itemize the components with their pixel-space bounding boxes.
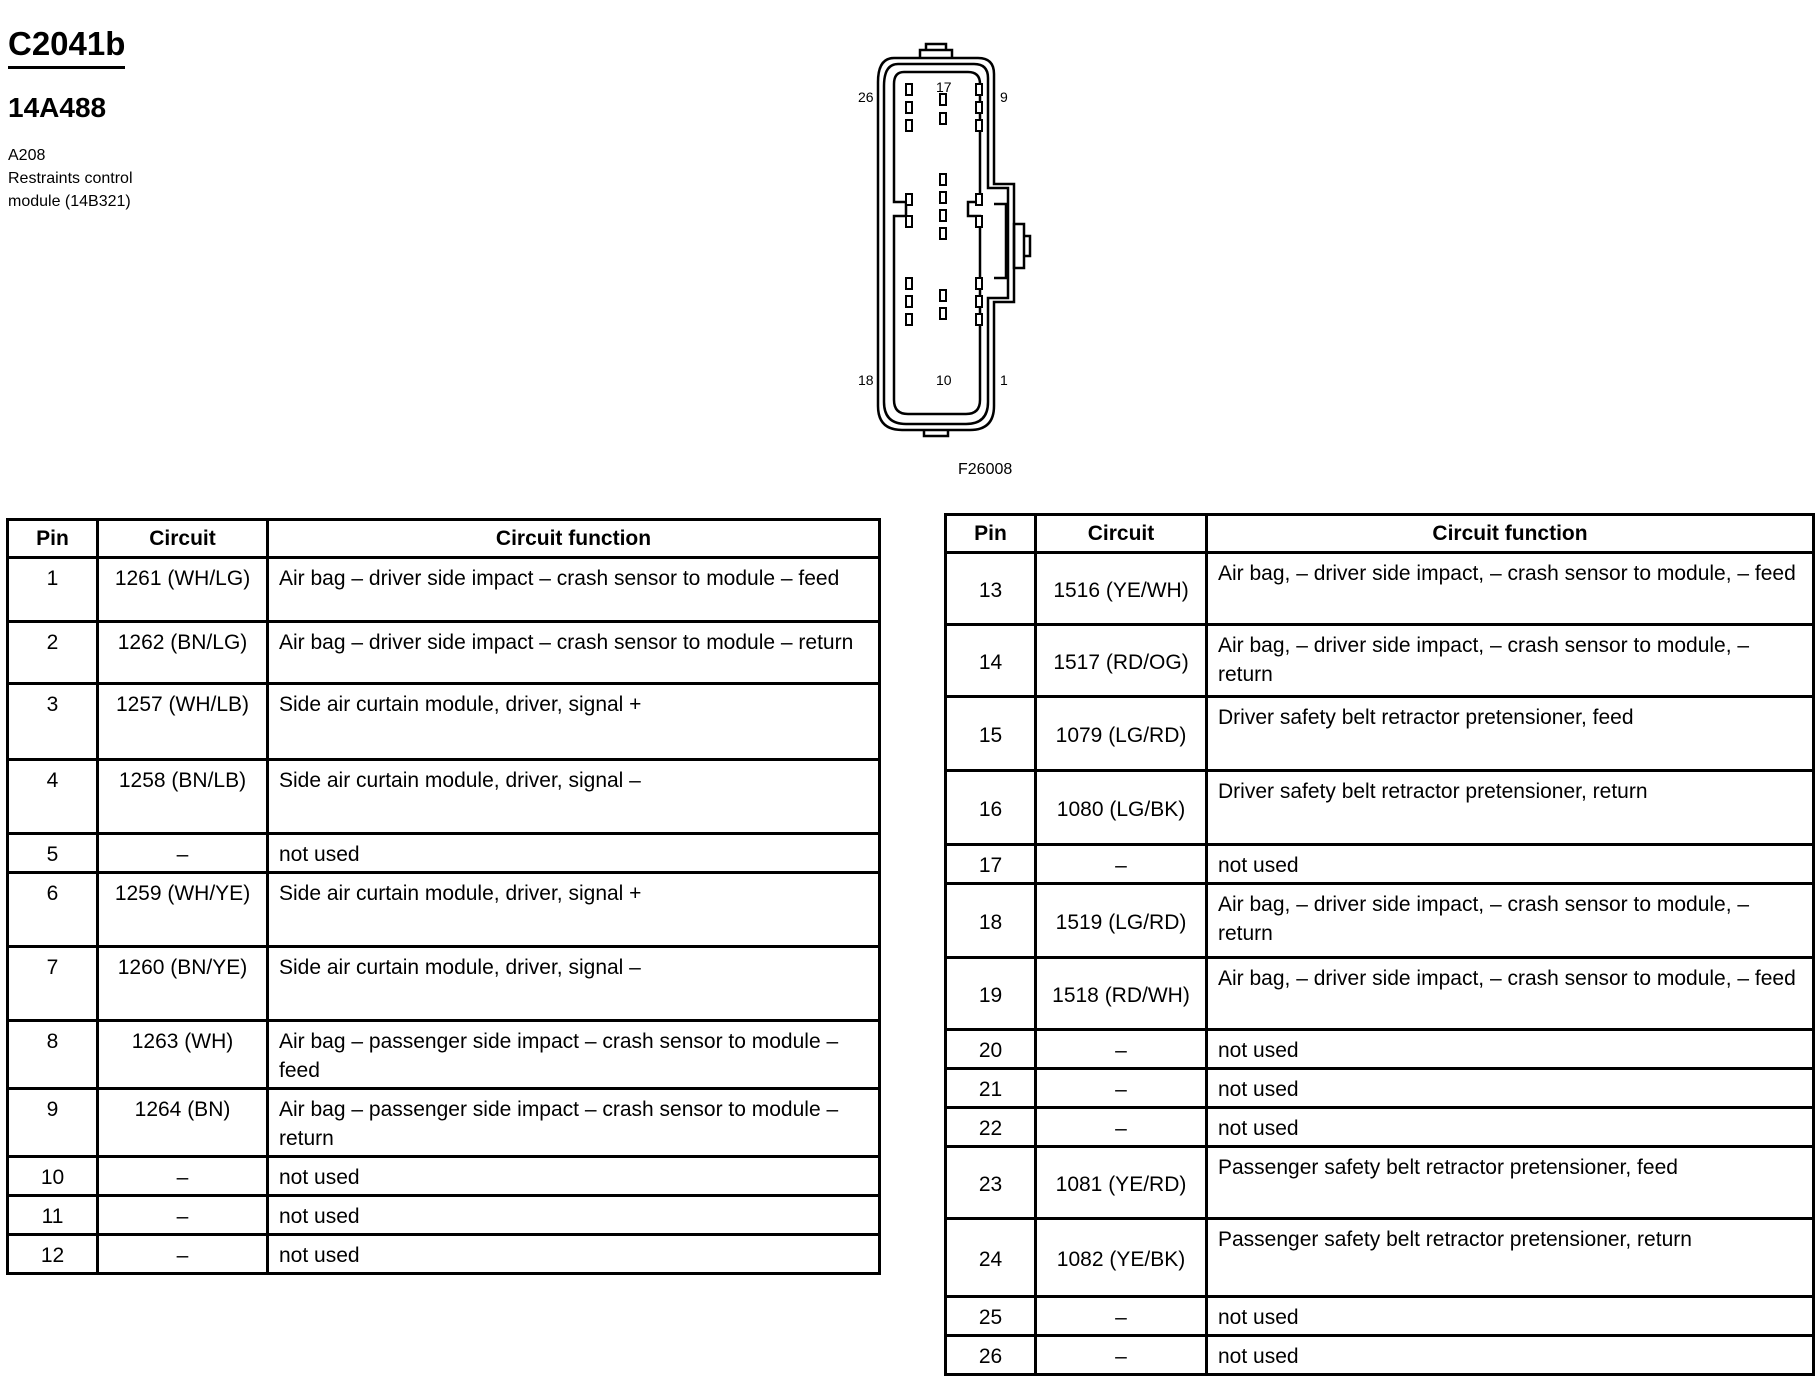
- pin-cell: 24: [946, 1219, 1036, 1297]
- table-row: [8, 760, 880, 834]
- circuit-cell: 1262 (BN/LG): [98, 622, 268, 684]
- pin-cavity: [906, 194, 912, 205]
- circuit-cell: 1516 (YE/WH): [1036, 553, 1207, 625]
- column-header-function: Circuit function: [1207, 515, 1814, 553]
- function-cell: Air bag – driver side impact – crash sensor to module – return: [268, 622, 880, 684]
- function-cell: not used: [1207, 1030, 1814, 1069]
- connector-face-diagram: [860, 40, 1120, 440]
- function-cell: not used: [1207, 1297, 1814, 1336]
- table-row: [946, 845, 1814, 884]
- pin-cell: 18: [946, 884, 1036, 958]
- table-row: [946, 553, 1814, 625]
- pin-cell: 12: [8, 1235, 98, 1274]
- circuit-cell: –: [1036, 1030, 1207, 1069]
- pin-cavity: [976, 194, 982, 205]
- pin-cell: 23: [946, 1147, 1036, 1219]
- pinout-table-left: [6, 518, 881, 1275]
- column-header-pin: Pin: [946, 515, 1036, 553]
- circuit-cell: –: [98, 1157, 268, 1196]
- pin-cell: 22: [946, 1108, 1036, 1147]
- column-header-function: Circuit function: [268, 520, 880, 558]
- side-latch: [1014, 224, 1024, 268]
- pin-cell: 14: [946, 625, 1036, 697]
- table-row: [8, 947, 880, 1021]
- circuit-cell: –: [98, 1196, 268, 1235]
- circuit-cell: 1261 (WH/LG): [98, 558, 268, 622]
- function-cell: not used: [1207, 1069, 1814, 1108]
- pin-cavity: [976, 120, 982, 131]
- pin-cell: 17: [946, 845, 1036, 884]
- column-header-circuit: Circuit: [98, 520, 268, 558]
- pin-cavity: [940, 192, 946, 203]
- pin-cavity: [940, 94, 946, 105]
- circuit-cell: 1082 (YE/BK): [1036, 1219, 1207, 1297]
- circuit-cell: 1257 (WH/LB): [98, 684, 268, 760]
- function-cell: not used: [268, 834, 880, 873]
- pin-cell: 7: [8, 947, 98, 1021]
- circuit-cell: 1079 (LG/RD): [1036, 697, 1207, 771]
- pin-cell: 26: [946, 1336, 1036, 1375]
- function-cell: Air bag, – driver side impact, – crash sensor to module, – feed: [1207, 553, 1814, 625]
- pin-cell: 4: [8, 760, 98, 834]
- function-cell: not used: [268, 1196, 880, 1235]
- table-row: [8, 834, 880, 873]
- description-line: A208: [8, 147, 46, 164]
- table-row: [946, 771, 1814, 845]
- circuit-cell: –: [1036, 845, 1207, 884]
- circuit-cell: –: [98, 834, 268, 873]
- function-cell: Side air curtain module, driver, signal –: [268, 947, 880, 1021]
- pin-cell: 8: [8, 1021, 98, 1089]
- table-row: [8, 1157, 880, 1196]
- circuit-cell: 1081 (YE/RD): [1036, 1147, 1207, 1219]
- circuit-cell: 1260 (BN/YE): [98, 947, 268, 1021]
- pin-label-17: 17: [936, 79, 952, 95]
- pin-cell: 13: [946, 553, 1036, 625]
- circuit-cell: 1080 (LG/BK): [1036, 771, 1207, 845]
- function-cell: Side air curtain module, driver, signal +: [268, 684, 880, 760]
- pin-cavity: [906, 120, 912, 131]
- function-cell: Air bag, – driver side impact, – crash sensor to module, – return: [1207, 625, 1814, 697]
- table-row: [946, 625, 1814, 697]
- circuit-cell: –: [1036, 1297, 1207, 1336]
- table-row: [8, 1235, 880, 1274]
- circuit-cell: 1263 (WH): [98, 1021, 268, 1089]
- circuit-cell: –: [1036, 1069, 1207, 1108]
- pin-cell: 19: [946, 958, 1036, 1030]
- function-cell: Air bag – passenger side impact – crash sensor to module – return: [268, 1089, 880, 1157]
- table-row: [8, 1196, 880, 1235]
- pin-cell: 11: [8, 1196, 98, 1235]
- column-header-circuit: Circuit: [1036, 515, 1207, 553]
- connector-description: [8, 144, 133, 213]
- function-cell: Air bag – passenger side impact – crash sensor to module – feed: [268, 1021, 880, 1089]
- pin-cavity: [940, 290, 946, 301]
- pin-cell: 6: [8, 873, 98, 947]
- pinout-table-right: [944, 513, 1815, 1376]
- pin-cavity: [940, 174, 946, 185]
- connector-id-title: C2041b: [8, 24, 125, 69]
- pin-cavity: [906, 314, 912, 325]
- table-row: [8, 684, 880, 760]
- pin-cavity: [976, 314, 982, 325]
- pin-cell: 1: [8, 558, 98, 622]
- pin-cell: 20: [946, 1030, 1036, 1069]
- circuit-cell: –: [1036, 1336, 1207, 1375]
- circuit-cell: –: [98, 1235, 268, 1274]
- table-row: [946, 1030, 1814, 1069]
- pin-label-10: 10: [936, 372, 952, 388]
- function-cell: not used: [1207, 1108, 1814, 1147]
- table-row: [946, 958, 1814, 1030]
- table-row: [946, 1336, 1814, 1375]
- pin-cavity: [976, 278, 982, 289]
- table-row: [946, 884, 1814, 958]
- function-cell: Driver safety belt retractor pretensioner, feed: [1207, 697, 1814, 771]
- table-row: [946, 697, 1814, 771]
- description-line: Restraints control: [8, 170, 133, 187]
- circuit-cell: 1258 (BN/LB): [98, 760, 268, 834]
- pin-cell: 5: [8, 834, 98, 873]
- description-line: module (14B321): [8, 193, 131, 210]
- table-row: [8, 873, 880, 947]
- function-cell: Passenger safety belt retractor pretensioner, return: [1207, 1219, 1814, 1297]
- function-cell: not used: [268, 1235, 880, 1274]
- pin-cavity: [976, 296, 982, 307]
- circuit-cell: 1264 (BN): [98, 1089, 268, 1157]
- pin-cavity: [906, 84, 912, 95]
- column-header-pin: Pin: [8, 520, 98, 558]
- pin-cell: 3: [8, 684, 98, 760]
- pin-cavity: [940, 308, 946, 319]
- pin-cavity: [906, 216, 912, 227]
- pin-cavity: [976, 102, 982, 113]
- pin-cell: 21: [946, 1069, 1036, 1108]
- function-cell: not used: [1207, 1336, 1814, 1375]
- function-cell: Side air curtain module, driver, signal +: [268, 873, 880, 947]
- pin-cavity: [940, 210, 946, 221]
- table-row: [8, 622, 880, 684]
- function-cell: Air bag, – driver side impact, – crash sensor to module, – return: [1207, 884, 1814, 958]
- pin-cavity: [976, 84, 982, 95]
- table-row: [946, 1297, 1814, 1336]
- function-cell: Side air curtain module, driver, signal –: [268, 760, 880, 834]
- pin-cavity: [976, 216, 982, 227]
- pin-cell: 16: [946, 771, 1036, 845]
- pin-cell: 10: [8, 1157, 98, 1196]
- pin-cell: 25: [946, 1297, 1036, 1336]
- pin-cell: 15: [946, 697, 1036, 771]
- pin-cell: 9: [8, 1089, 98, 1157]
- table-row: [946, 1147, 1814, 1219]
- function-cell: not used: [268, 1157, 880, 1196]
- table-row: [946, 1219, 1814, 1297]
- table-row: [8, 1089, 880, 1157]
- figure-id: F26008: [958, 461, 1013, 478]
- pin-cavity: [906, 102, 912, 113]
- circuit-cell: 1517 (RD/OG): [1036, 625, 1207, 697]
- circuit-cell: 1519 (LG/RD): [1036, 884, 1207, 958]
- function-cell: Driver safety belt retractor pretensioner, return: [1207, 771, 1814, 845]
- part-number: 14A488: [8, 92, 107, 123]
- function-cell: not used: [1207, 845, 1814, 884]
- table-row: [8, 558, 880, 622]
- pin-label-9: 9: [1000, 89, 1008, 105]
- pin-cavity: [940, 228, 946, 239]
- pin-label-26: 26: [858, 89, 874, 105]
- pin-label-1: 1: [1000, 372, 1008, 388]
- pin-cavity: [906, 296, 912, 307]
- circuit-cell: 1518 (RD/WH): [1036, 958, 1207, 1030]
- function-cell: Air bag – driver side impact – crash sensor to module – feed: [268, 558, 880, 622]
- circuit-cell: 1259 (WH/YE): [98, 873, 268, 947]
- circuit-cell: –: [1036, 1108, 1207, 1147]
- table-row: [8, 1021, 880, 1089]
- pin-cavity: [906, 278, 912, 289]
- pin-label-18: 18: [858, 372, 874, 388]
- pin-cell: 2: [8, 622, 98, 684]
- function-cell: Air bag, – driver side impact, – crash sensor to module, – feed: [1207, 958, 1814, 1030]
- table-row: [946, 1069, 1814, 1108]
- pin-cavity: [940, 113, 946, 124]
- function-cell: Passenger safety belt retractor pretensioner, feed: [1207, 1147, 1814, 1219]
- table-row: [946, 1108, 1814, 1147]
